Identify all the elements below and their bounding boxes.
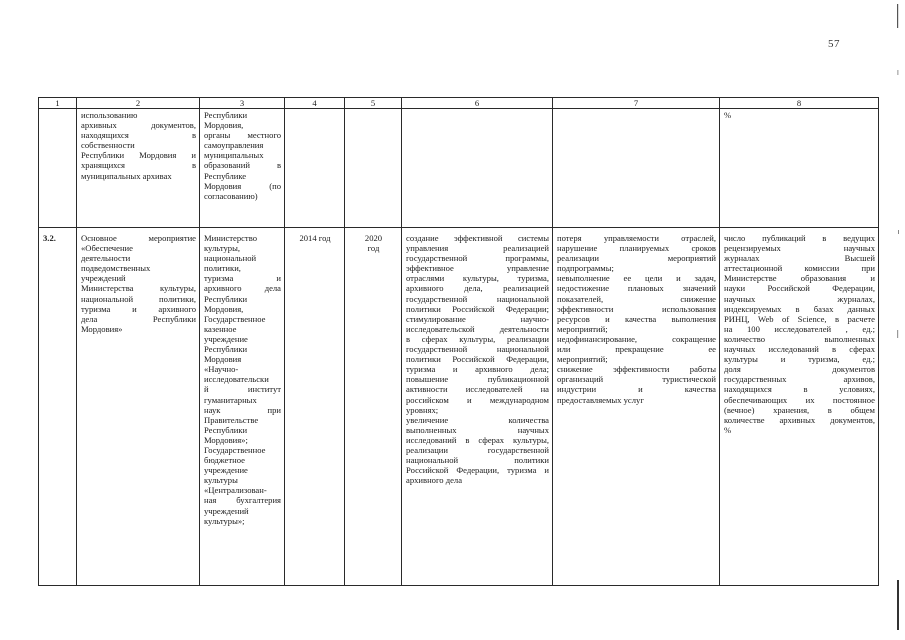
cell-number: 3.2. bbox=[39, 228, 77, 586]
page-number: 57 bbox=[828, 38, 840, 50]
cell-line: мероприятий; bbox=[557, 323, 608, 334]
column-number: 2 bbox=[77, 98, 200, 109]
cell-line: национальной bbox=[204, 253, 257, 264]
cell-line: культуры»; bbox=[204, 515, 245, 526]
column-number: 5 bbox=[345, 98, 402, 109]
cell-consequences bbox=[553, 109, 720, 228]
cell-activity bbox=[77, 109, 200, 228]
cell-line: ресурсов и качества выполнения bbox=[557, 313, 716, 324]
cell-line: потеря управляемости отраслей, bbox=[557, 233, 716, 243]
cell-line: политики Российской Федерации, bbox=[406, 354, 549, 365]
cell-line: муниципальных архивах bbox=[81, 170, 172, 181]
cell-line: образований в bbox=[204, 160, 281, 171]
cell-start bbox=[285, 109, 345, 228]
cell-line: национальной политики bbox=[406, 455, 549, 466]
column-number-row bbox=[39, 98, 879, 109]
cell-line: создание эффективной системы bbox=[406, 233, 549, 243]
cell-line: рецензируемых научных bbox=[724, 243, 875, 254]
plan-table bbox=[38, 97, 879, 586]
cell-line: (вечное) хранения, в общем bbox=[724, 404, 875, 415]
cell-result bbox=[402, 228, 553, 586]
cell-line: научных журналах, bbox=[724, 293, 875, 304]
cell-line: нарушение планируемых сроков bbox=[557, 243, 716, 254]
cell-line: учреждение bbox=[204, 333, 248, 344]
cell-line: исследовательской деятельности bbox=[406, 323, 549, 334]
cell-line: стимулирование научно- bbox=[406, 313, 549, 324]
cell-line: обеспечивающих их постоянное bbox=[724, 394, 875, 405]
column-number: 1 bbox=[39, 98, 77, 109]
cell-line: мероприятий; bbox=[557, 354, 608, 365]
cell-line: подведомственных bbox=[81, 263, 151, 274]
cell-line: 2020 bbox=[364, 233, 383, 243]
column-number: 7 bbox=[553, 98, 720, 109]
cell-line: аттестационной комиссии при bbox=[724, 263, 875, 274]
cell-line: в сферах культуры, реализации bbox=[406, 333, 549, 344]
table-row-continuation bbox=[39, 109, 879, 228]
cell-line: Республики bbox=[204, 344, 248, 355]
cell-line: Республике bbox=[204, 170, 247, 181]
cell-line: использованию bbox=[81, 110, 138, 120]
cell-line: находящихся в bbox=[81, 130, 196, 141]
cell-line: Государственное bbox=[204, 444, 266, 455]
cell-line: «Централизован- bbox=[204, 485, 267, 496]
cell-line: Министерстве образования и bbox=[724, 273, 875, 284]
cell-line: культуры bbox=[204, 475, 238, 486]
cell-line: науки Российской Федерации, bbox=[724, 283, 875, 294]
cell-line: снижение эффективности работы bbox=[557, 364, 716, 375]
cell-line: Республики bbox=[204, 110, 248, 120]
cell-line: культуры и туризма, ед.; bbox=[724, 354, 875, 365]
cell-line: самоуправления bbox=[204, 140, 264, 151]
cell-line: собственности bbox=[81, 140, 135, 151]
cell-line: Государственное bbox=[204, 313, 266, 324]
cell-line: органы местного bbox=[204, 130, 281, 141]
cell-line: повышение публикационной bbox=[406, 374, 549, 385]
cell-line: год bbox=[367, 243, 380, 254]
column-number: 4 bbox=[285, 98, 345, 109]
cell-line: РИНЦ, Web of Science, в расчете bbox=[724, 313, 875, 324]
cell-line: Мордовия, bbox=[204, 303, 244, 314]
cell-line: политики, bbox=[204, 263, 241, 274]
cell-line: исследований в сферах культуры, bbox=[406, 434, 549, 445]
cell-line: Мордовия (по bbox=[204, 180, 281, 191]
cell-line: туризма и bbox=[204, 273, 281, 284]
cell-line: % bbox=[724, 424, 732, 435]
cell-line: предоставляемых услуг bbox=[557, 394, 644, 405]
cell-line: отраслями культуры, туризма, bbox=[406, 273, 549, 284]
cell-line: Министерство bbox=[204, 233, 257, 243]
cell-line: активности исследователей на bbox=[406, 384, 549, 395]
cell-line: «Обеспечение bbox=[81, 243, 133, 254]
cell-line: реализации мероприятий bbox=[557, 253, 716, 264]
cell-line: учреждение bbox=[204, 465, 248, 476]
cell-line: показателей, снижение bbox=[557, 293, 716, 304]
cell-line: научных исследований в сферах bbox=[724, 344, 875, 355]
cell-result bbox=[402, 109, 553, 228]
cell-line: находящихся в условиях, bbox=[724, 384, 875, 395]
cell-line: Правительстве bbox=[204, 414, 259, 425]
cell-line: число публикаций в ведущих bbox=[724, 233, 875, 243]
cell-line: Республики bbox=[204, 424, 248, 435]
cell-executor bbox=[200, 228, 285, 586]
cell-line: Республики Мордовия и bbox=[81, 150, 196, 161]
cell-consequences bbox=[553, 228, 720, 586]
cell-line: Министерства культуры, bbox=[81, 283, 196, 294]
cell-line: Республики bbox=[204, 293, 248, 304]
cell-line: уровнях; bbox=[406, 404, 439, 415]
cell-line: государственной национальной bbox=[406, 344, 549, 355]
cell-executor bbox=[200, 109, 285, 228]
cell-line: реализации государственной bbox=[406, 444, 549, 455]
cell-line: выполненных научных bbox=[406, 424, 549, 435]
column-number: 8 bbox=[720, 98, 879, 109]
cell-line: политики Российской Федерации; bbox=[406, 303, 549, 314]
cell-line: невыполнение ее цели и задач, bbox=[557, 273, 716, 284]
cell-line: ная бухгалтерия bbox=[204, 495, 281, 506]
cell-line: подпрограммы; bbox=[557, 263, 614, 274]
cell-line: деятельности bbox=[81, 253, 131, 264]
cell-activity bbox=[77, 228, 200, 586]
cell-line: индустрии и качества bbox=[557, 384, 716, 395]
scan-edge-marks bbox=[894, 0, 902, 640]
cell-line: национальной политики, bbox=[81, 293, 196, 304]
cell-start: 2014 год bbox=[285, 228, 345, 586]
cell-line: индексируемых в базах данных bbox=[724, 303, 875, 314]
cell-line: на 100 исследователей , ед.; bbox=[724, 323, 875, 334]
column-number: 3 bbox=[200, 98, 285, 109]
cell-line: государственной программы, bbox=[406, 253, 549, 264]
cell-line: эффективное управление bbox=[406, 263, 549, 274]
cell-line: государственной национальной bbox=[406, 293, 549, 304]
cell-line: организаций туристической bbox=[557, 374, 716, 385]
cell-line: Мордовия»; bbox=[204, 434, 248, 445]
column-number: 6 bbox=[402, 98, 553, 109]
cell-line: хранящихся в bbox=[81, 160, 196, 171]
cell-line: Российской Федерации, туризма и bbox=[406, 465, 549, 476]
cell-line: согласованию) bbox=[204, 190, 258, 201]
cell-line: Мордовия» bbox=[81, 323, 123, 334]
cell-end bbox=[345, 228, 402, 586]
cell-line: государственных архивов, bbox=[724, 374, 875, 385]
cell-line: увеличение количества bbox=[406, 414, 549, 425]
cell-line: журналах Высшей bbox=[724, 253, 875, 264]
cell-line: Основное мероприятие bbox=[81, 233, 196, 243]
table-row-3-2 bbox=[39, 228, 879, 586]
cell-line: архивных документов, bbox=[81, 120, 196, 131]
cell-line: управления реализацией bbox=[406, 243, 549, 254]
cell-line: дела Республики bbox=[81, 313, 196, 324]
cell-line: количество выполненных bbox=[724, 333, 875, 344]
cell-line: архивного дела bbox=[204, 283, 281, 294]
cell-line: наук при bbox=[204, 404, 281, 415]
cell-line: муниципальных bbox=[204, 150, 264, 161]
cell-line: учреждений bbox=[81, 273, 126, 284]
cell-line: архивного дела bbox=[406, 475, 463, 486]
cell-line: доля документов bbox=[724, 364, 875, 375]
cell-end bbox=[345, 109, 402, 228]
cell-line: туризма и архивного дела; bbox=[406, 364, 549, 375]
cell-line: туризма и архивного bbox=[81, 303, 196, 314]
cell-line: Мордовия, bbox=[204, 120, 244, 131]
cell-line: бюджетное bbox=[204, 455, 245, 466]
cell-line: гуманитарных bbox=[204, 394, 257, 405]
cell-line: или прекращение ее bbox=[557, 344, 716, 355]
cell-indicator bbox=[720, 228, 879, 586]
cell-line: «Научно- bbox=[204, 364, 239, 375]
cell-line: казенное bbox=[204, 323, 237, 334]
cell-line: Мордовия bbox=[204, 354, 242, 365]
cell-line: недостижение плановых значений bbox=[557, 283, 716, 294]
cell-line: недофинансирование, сокращение bbox=[557, 333, 716, 344]
cell-indicator bbox=[720, 109, 879, 228]
cell-line: архивного дела, реализацией bbox=[406, 283, 549, 294]
cell-line: учреждений bbox=[204, 505, 249, 516]
cell-line: % bbox=[724, 110, 732, 120]
cell-line: исследовательски bbox=[204, 374, 269, 385]
cell-line: эффективности использования bbox=[557, 303, 716, 314]
cell-line: российском и международном bbox=[406, 394, 549, 405]
cell-line: культуры, bbox=[204, 243, 241, 254]
cell-number bbox=[39, 109, 77, 228]
cell-line: й институт bbox=[204, 384, 281, 395]
cell-line: количестве архивных документов, bbox=[724, 414, 875, 425]
